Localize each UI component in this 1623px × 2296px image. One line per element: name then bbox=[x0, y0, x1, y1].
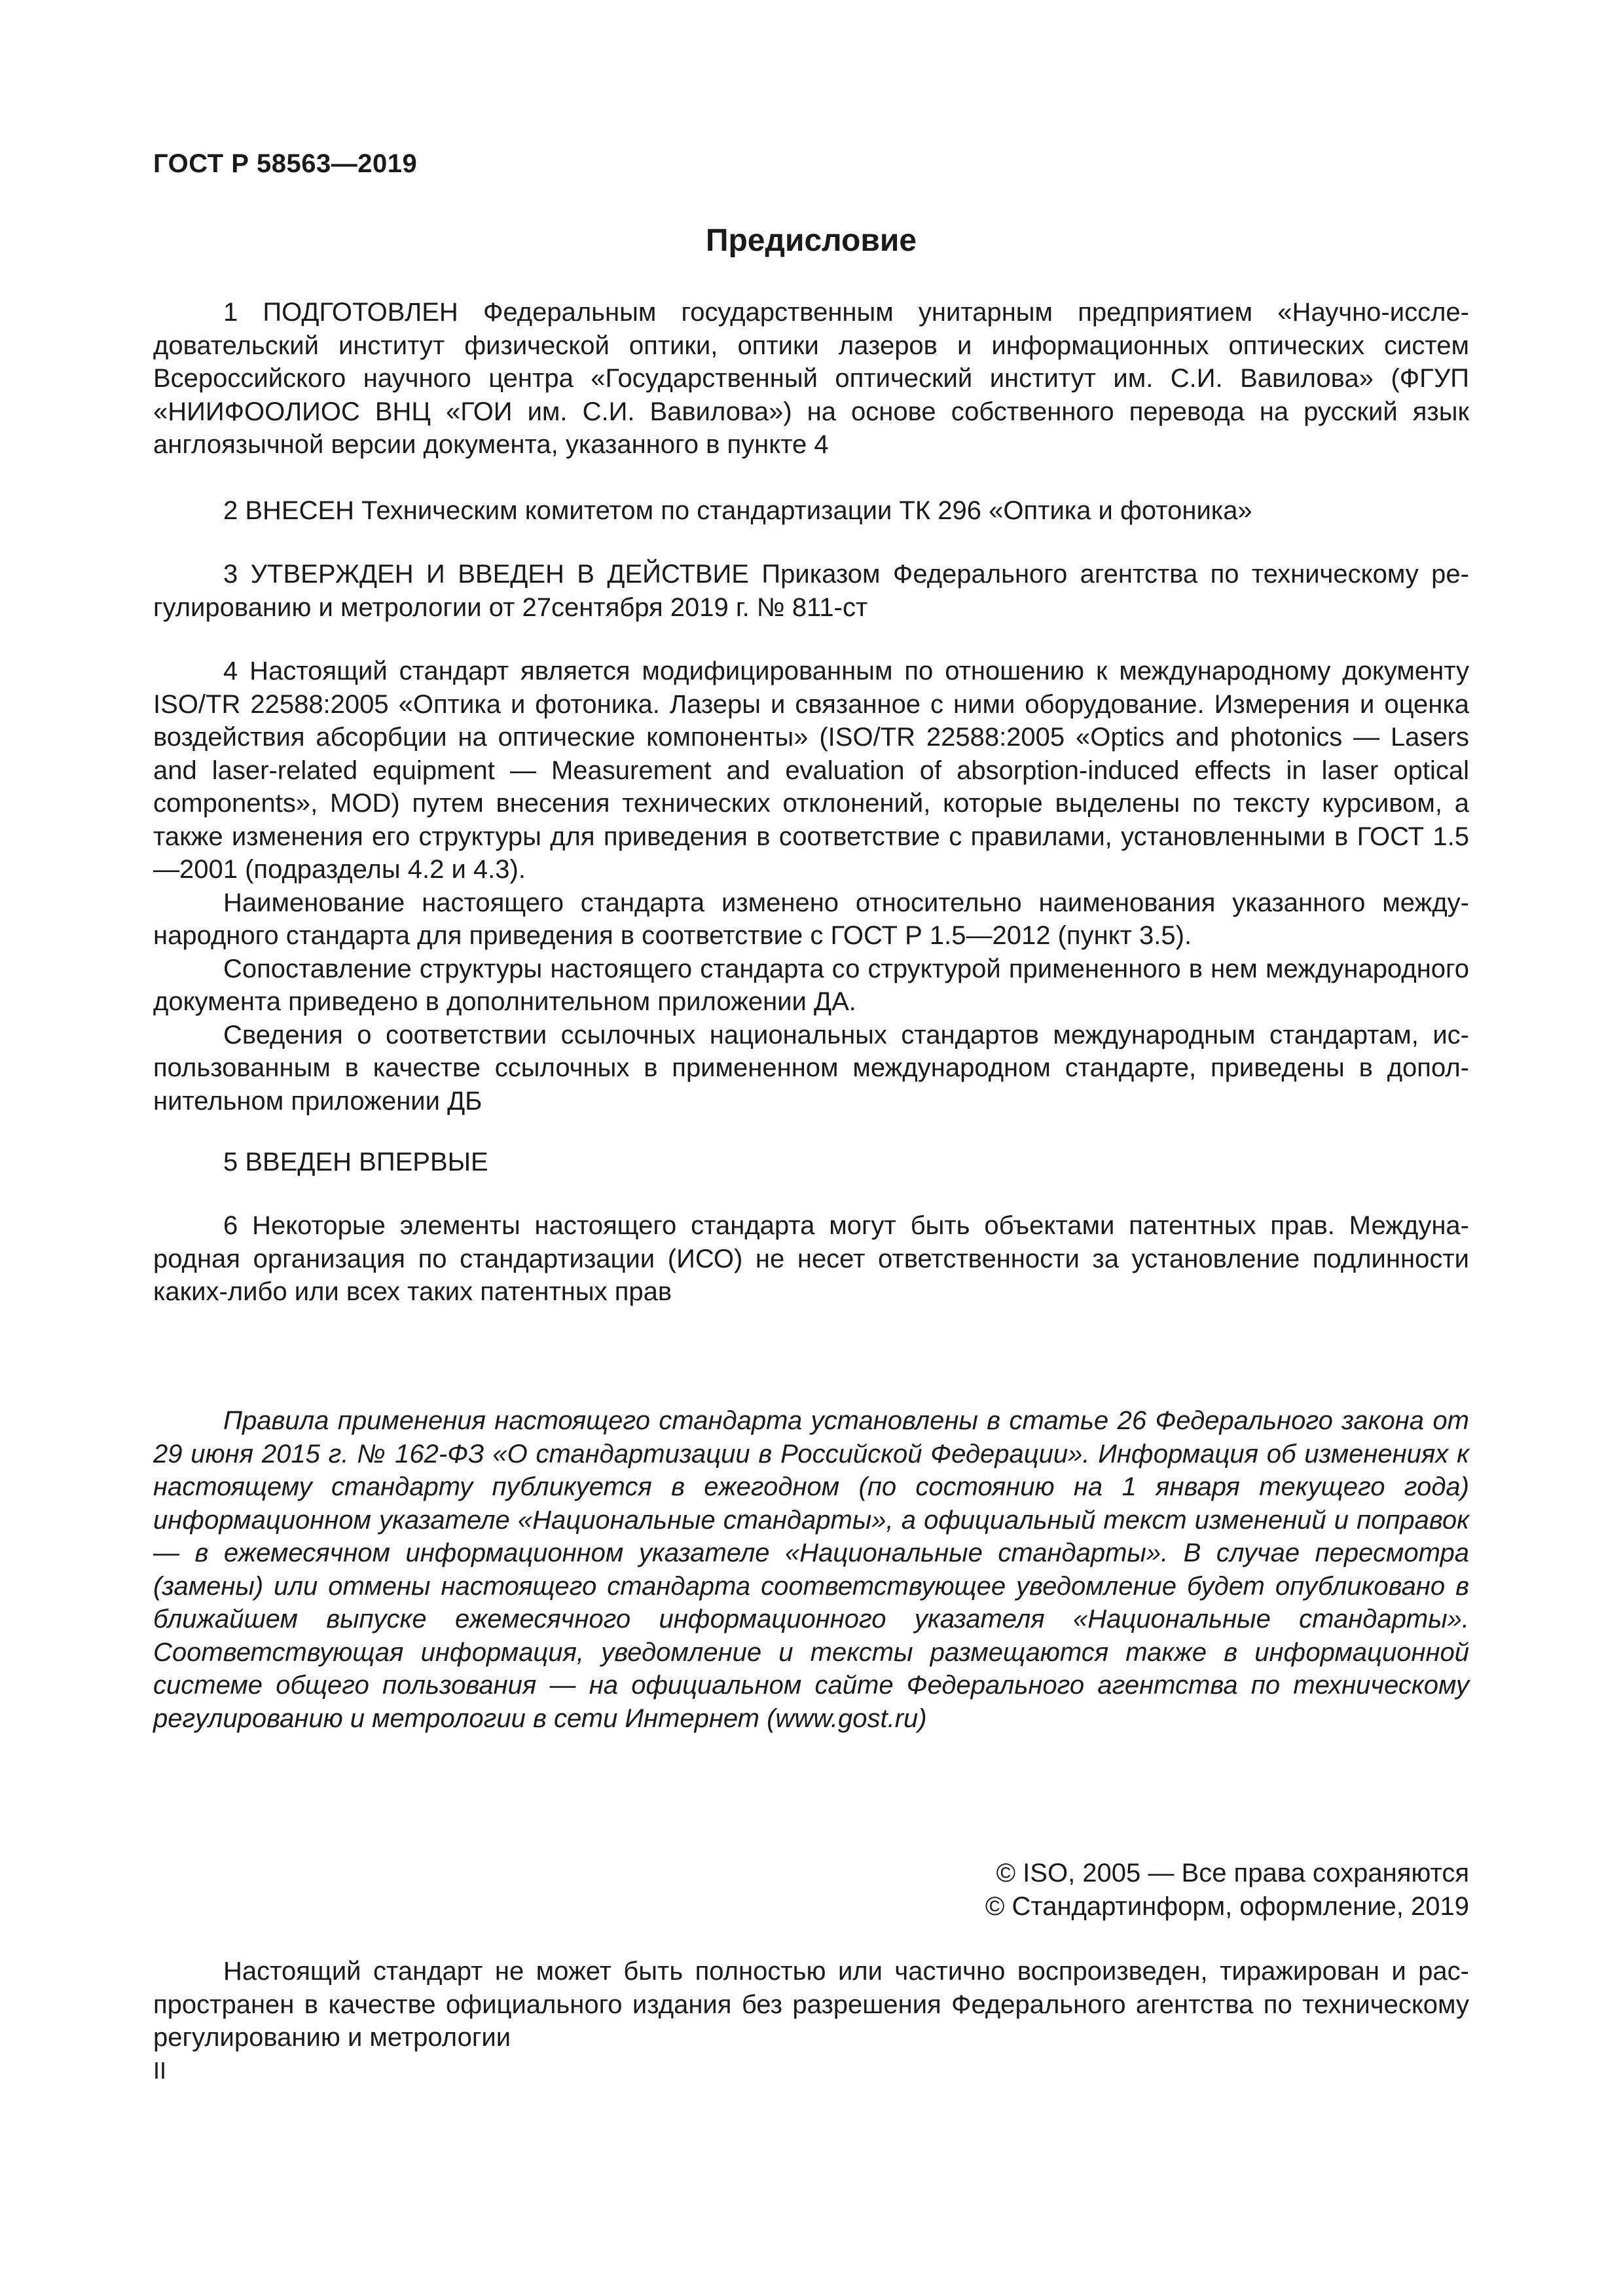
section-4-paragraph: Сопоставление структуры настоящего стандарта со структурой примененного в нем международного документа приведено в дополнительном приложении ДА. bbox=[153, 954, 1469, 1016]
section-6 bbox=[153, 1209, 1469, 1309]
page-title: Предисловие bbox=[705, 223, 917, 258]
page-number: II bbox=[153, 2057, 167, 2084]
section-3-text: 3 УТВЕРЖДЕН И ВВЕДЕН В ДЕЙСТВИЕ Приказом Федерального агентства по техническому регулированию и метрологии от 27сентября 2019 г. № 811-ст bbox=[153, 560, 1469, 622]
section-5 bbox=[153, 1146, 1469, 1179]
reproduction-notice: Настоящий стандарт не может быть полностью или частично воспроизведен, тиражирован и распространен в качестве официального издания без разрешения Федерального агентства по техническому регулированию и метрологии bbox=[153, 1957, 1469, 2052]
section-6-text: 6 Некоторые элементы настоящего стандарта могут быть объектами патентных прав. Международная организация по стандартизации (ИСО) не несет ответственности за установление подлинности каких-либо или всех таких патентных прав bbox=[153, 1211, 1469, 1306]
section-5-text: 5 ВВЕДЕН ВПЕРВЫЕ bbox=[223, 1148, 488, 1176]
section-1-text: 1 ПОДГОТОВЛЕН Федеральным государственным унитарным предприятием «Научно-исследовательский институт физической оптики, оптики лазеров и информационных оптических систем Всероссийского научного центра «Государственный оптический институт им. С.И. Вавилова» (ФГУП «НИИФООЛИОС ВНЦ «ГОИ им. С.И. Вавилова») на основе собственного перевода на русский язык англоязычной версии документа, указанного в пункте 4 bbox=[153, 298, 1469, 459]
rules-notice: Правила применения настоящего стандарта установлены в статье 26 Федерального закона от 29 июня 2015 г. № 162-ФЗ «О стандартизации в Российской Федерации». Информация об изменениях к настоящему стандарту публикуется в ежегодном (по состоянию на 1 января текущего года) информационном указателе «Национальные стандарты», а официальный текст изменений и поправок — в ежемесячном информационном указателе «Национальные стандарты». В случае пересмотра (замены) или отмены настоящего стандарта соответствующее уведомление будет опубликовано в ближайшем выпуске ежемесячного информационного указателя «Национальные стандарты». Соответствующая информация, уведомление и тексты размещаются также в информационной системе общего пользования — на официальном сайте Федерального агентства по техническому регулированию и метрологии в сети Интернет (www.gost.ru) bbox=[153, 1406, 1469, 1733]
section-2-text: 2 ВНЕСЕН Техническим комитетом по стандартизации ТК 296 «Оптика и фотоника» bbox=[223, 496, 1252, 525]
section-4-paragraph: Сведения о соответствии ссылочных национальных стандартов международным стандартам, использованным в качестве ссылочных в примененном международном стандарте, приведены в дополнительном приложении ДБ bbox=[153, 1020, 1469, 1116]
section-4 bbox=[153, 655, 1469, 1118]
copyright-iso: © ISO, 2005 — Все права сохраняются bbox=[996, 1859, 1469, 1887]
document-code: ГОСТ Р 58563—2019 bbox=[153, 149, 418, 178]
copyright-standartinform: © Стандартинформ, оформление, 2019 bbox=[985, 1891, 1469, 1921]
section-3 bbox=[153, 558, 1469, 624]
section-4-paragraph: 4 Настоящий стандарт является модифицированным по отношению к международному документу ISO/TR 22588:2005 «Оптика и фотоника. Лазеры и связанное с ними оборудование. Измерения и оценка воздействия абсорбции на оптические компоненты» (ISO/TR 22588:2005 «Optics and photonics — Lasers and laser-related equipment — Measurement and evaluation of absorption-induced effects in laser optical components», MOD) путем внесения технических отклонений, которые выделены по тексту курсивом, а также изменения его структуры для приведения в соответствие с правилами, установленными в ГОСТ 1.5—2001 (подразделы 4.2 и 4.3). bbox=[153, 657, 1469, 884]
copyright-block bbox=[985, 1857, 1469, 1923]
section-1 bbox=[153, 296, 1469, 462]
section-4-paragraph: Наименование настоящего стандарта изменено относительно наименования указанного международного стандарта для приведения в соответствие с ГОСТ Р 1.5—2012 (пункт 3.5). bbox=[153, 888, 1469, 950]
section-2 bbox=[153, 494, 1469, 528]
